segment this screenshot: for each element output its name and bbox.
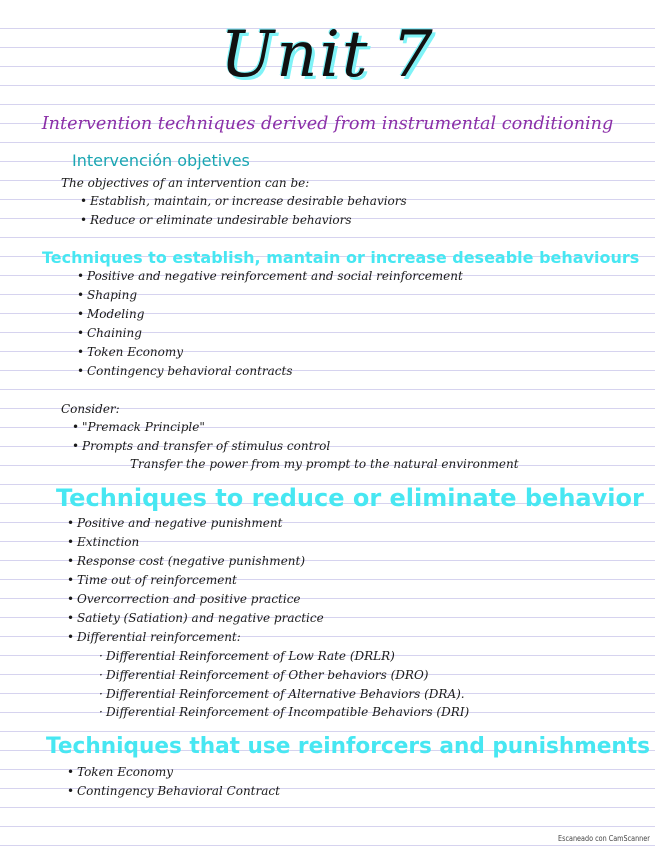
list-item: • Positive and negative reinforcement and social reinforcement [77,269,463,283]
list-item: • Positive and negative punishment [67,516,283,530]
list-item: • Overcorrection and positive practice [67,592,301,606]
page-title: Unit 7 [220,18,435,92]
sub-list-item: · Differential Reinforcement of Incompatible Behaviors (DRI) [99,705,470,719]
reinforcers-heading: Techniques that use reinforcers and punishments [46,734,650,759]
list-item: • Contingency behavioral contracts [77,364,293,378]
objectives-heading: Intervención objetives [72,151,250,170]
objectives-intro: The objectives of an intervention can be: [61,176,310,190]
list-item: • Token Economy [77,345,184,359]
reduce-heading: Techniques to reduce or eliminate behavior [56,484,644,512]
list-item: • Differential reinforcement: [67,630,241,644]
list-item: • Extinction [67,535,140,549]
consider-label: Consider: [61,402,120,416]
list-item: • Establish, maintain, or increase desirable behaviors [80,194,407,208]
list-item: • Satiety (Satiation) and negative practice [67,611,324,625]
list-item: • Response cost (negative punishment) [67,554,306,568]
list-item: • Modeling [77,307,145,321]
page-subtitle: Intervention techniques derived from instrumental conditioning [41,114,614,134]
sub-list-item: · Differential Reinforcement of Other behaviors (DRO) [99,668,429,682]
list-item: • "Premack Principle" [72,420,205,434]
sub-list-item: · Differential Reinforcement of Low Rate (DRLR) [99,649,395,663]
consider-note: Transfer the power from my prompt to the natural environment [130,457,519,471]
list-item: • Token Economy [67,765,174,779]
sub-list-item: · Differential Reinforcement of Alternative Behaviors (DRA). [99,687,465,701]
scanner-watermark: Escaneado con CamScanner [558,834,650,843]
list-item: • Time out of reinforcement [67,573,237,587]
list-item: • Reduce or eliminate undesirable behaviors [80,213,352,227]
list-item: • Prompts and transfer of stimulus control [72,439,331,453]
list-item: • Shaping [77,288,138,302]
list-item: • Chaining [77,326,142,340]
list-item: • Contingency Behavioral Contract [67,784,280,798]
establish-heading: Techniques to establish, mantain or increase deseable behaviours [42,248,640,267]
